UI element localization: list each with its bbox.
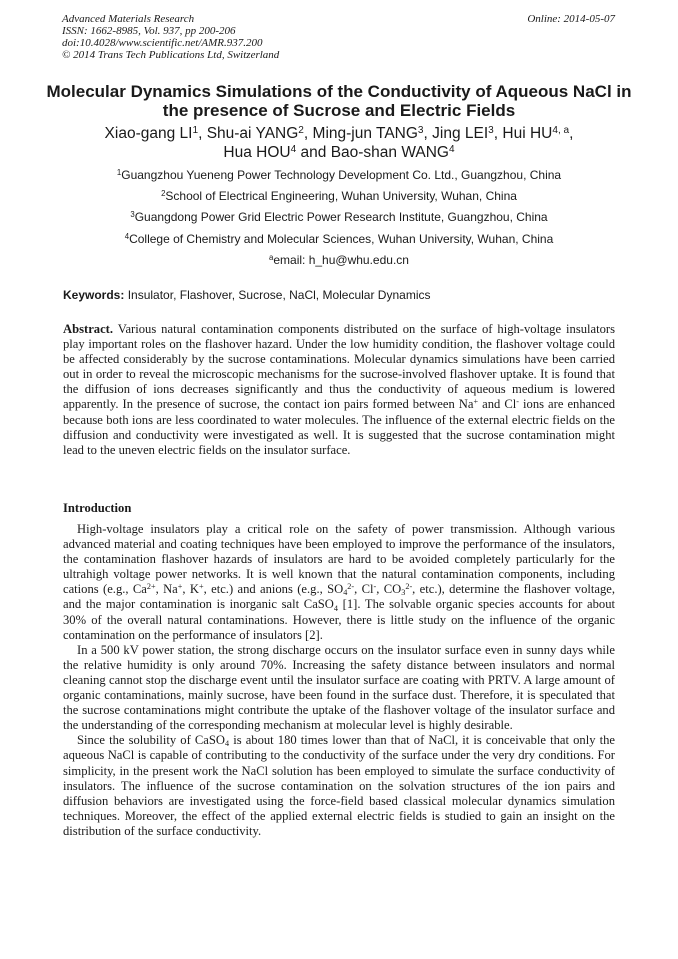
affiliation-1 [40, 168, 638, 182]
author-separator: , [198, 125, 203, 142]
author-name: Hui HU [502, 125, 553, 142]
author-name: Ming-jun TANG [312, 125, 418, 142]
title-line-1: Molecular Dynamics Simulations of the Conductivity of Aqueous NaCl in [46, 82, 632, 101]
author-sup: 3 [417, 124, 424, 136]
affiliation-text: School of Electrical Engineering, Wuhan University, Wuhan, China [165, 189, 517, 203]
subscript: 4 [224, 739, 230, 749]
author-name: Hua HOU [223, 144, 291, 161]
author-line-1 [40, 124, 638, 143]
author-sup: 3 [488, 124, 494, 136]
abstract-text: Various natural contamination components distributed on the surface of high-voltage insulators play important roles on the flashover hazard. Under the low humidity condition, the flashover voltage could be affected considerably by the sucrose contaminations. Molecular dynamics simulations have been carried out in order to reveal the microscopic mechanisms for the sucrose-involved flashover uptake. It is found that the diffusion of ions decreases significantly and thus the conductivity of aqueous medium is lowered apparently. In the presence of sucrose, the contact ion pairs formed between Na [63, 322, 615, 412]
author-line-2 [40, 143, 638, 162]
affiliation-text: Guangdong Power Grid Electric Power Research Institute, Guangzhou, China [134, 210, 548, 224]
affiliation-4 [40, 232, 638, 246]
paragraph-text: , Cl [354, 582, 374, 597]
paragraph-text: , etc.) and anions (e.g., SO [203, 582, 344, 597]
journal-doi: doi:10.4028/www.scientific.net/AMR.937.200 [62, 37, 263, 49]
subscript: 4 [343, 588, 348, 598]
affiliation-sup: 4 [124, 232, 130, 242]
paragraph-text: , K [182, 582, 199, 597]
author-list [40, 124, 638, 162]
author-separator: , [569, 125, 574, 142]
author-separator: , [303, 125, 309, 142]
author-sup: 4 [449, 143, 455, 155]
keywords-label: Keywords: [63, 288, 125, 302]
affiliation-2 [40, 189, 638, 203]
journal-header [62, 13, 279, 61]
ion-charge: + [473, 397, 479, 407]
author-separator: , [423, 125, 428, 142]
author-separator: and [300, 144, 327, 161]
keywords-text: Insulator, Flashover, Sucrose, NaCl, Molecular Dynamics [127, 288, 431, 302]
ion-charge: - [516, 397, 519, 407]
journal-name: Advanced Materials Research [62, 13, 195, 25]
journal-issn: ISSN: 1662-8985, Vol. 937, pp 200-206 [62, 25, 236, 37]
ion-charge: 2+ [146, 582, 156, 592]
ion-charge: 2- [347, 582, 355, 592]
paragraph: In a 500 kV power station, the strong discharge occurs on the insulator surface even in sunny days while the relative humidity is only around 70%. Increasing the safety distance between insulators and normal cleaning cannot stop the discharge event until the insulator surface are coating with PRTV. A large amount of organic contaminations, mainly sucrose, have been found in the surface dust. Therefore, it is speculated that the sucrose contaminations might contribute the uptake of the flashover voltage of the insulator surface and the understanding of the corresponding mechanism at molecular level is highly desirable. [63, 642, 615, 733]
author-name: Jing LEI [432, 125, 489, 142]
paragraph [63, 733, 615, 839]
subscript: 4 [333, 603, 338, 613]
author-sup: 1 [192, 124, 199, 136]
paragraph-text: , etc.), determine the flashover voltage, and the major contamination is inorganic salt CaSO [63, 582, 616, 612]
ion-charge: + [177, 582, 183, 592]
subscript: 3 [401, 588, 406, 598]
ion-charge: + [199, 582, 204, 592]
introduction-body [63, 522, 615, 839]
paragraph-text: [1]. The solvable organic species accounts for about 30% of the overall natural contaminations. However, there is little study on the influence of the organic contamination on the performance of insulators [2]. [63, 597, 616, 642]
author-sup: 4 [290, 143, 297, 155]
author-name: Shu-ai YANG [206, 125, 299, 142]
affiliation-text: email: h_hu@whu.edu.cn [273, 253, 409, 267]
ion-charge: - [373, 582, 377, 592]
affiliation-3 [40, 210, 638, 224]
keywords [63, 288, 623, 302]
abstract-text: ions are enhanced because both ions are less coordinated to water molecules. The influence of the external electric fields on the diffusion and conductivity were investigated as well. It is suggested that the sucrose contamination might lead to the uneven electric fields on the insulator surface. [63, 397, 616, 457]
abstract-label: Abstract. [63, 322, 114, 336]
paragraph [63, 522, 615, 643]
author-sup: 4, a [552, 124, 570, 136]
paragraph-text: High-voltage insulators play a critical role on the safety of power transmission. Although various advanced material and coating techniques have been employed to improve the performance of the insulators, the contamination flashover hazards of insulators are hard to be avoided completely particularly for the ultrahigh voltage power networks. It is well known that the natural contamination components, including cations (e.g., Ca [63, 522, 615, 597]
online-date: Online: 2014-05-07 [527, 13, 615, 25]
paper-title [40, 82, 638, 120]
affiliation-text: College of Chemistry and Molecular Sciences, Wuhan University, Wuhan, China [129, 232, 554, 246]
affiliation-sup: 1 [116, 168, 122, 178]
journal-copyright: © 2014 Trans Tech Publications Ltd, Switzerland [62, 49, 280, 61]
paragraph-text: is about 180 times lower than that of NaCl, it is conceivable that only the aqueous NaCl is capable of contributing to the conductivity of the surface under the very dry conditions. For simplicity, in the present work the NaCl solution has been employed to simulate the surface conductivity of insulators. The influence of the sucrose contamination on the solvation structures of the ion pairs and diffusion behaviors are investigated using the force-field based classical molecular dynamics simulation techniques. Moreover, the effect of the applied external electric fields is studied to gain an insight on the distribution of the surface conductivity. [63, 733, 615, 838]
abstract-text: and Cl [482, 397, 517, 412]
affiliation-text: Guangzhou Yueneng Power Technology Development Co. Ltd., Guangzhou, China [121, 168, 562, 182]
author-name: Xiao-gang LI [104, 125, 193, 142]
title-line-2: the presence of Sucrose and Electric Fields [162, 101, 516, 120]
ion-charge: 2- [405, 582, 413, 592]
author-separator: , [493, 125, 499, 142]
author-email [40, 253, 638, 267]
affiliation-sup: a [269, 253, 274, 263]
affiliation-sup: 3 [130, 210, 135, 220]
section-heading-introduction: Introduction [63, 501, 132, 515]
affiliation-sup: 2 [161, 189, 166, 199]
author-sup: 2 [298, 124, 304, 136]
abstract [63, 322, 615, 458]
paragraph-text: Since the solubility of CaSO [77, 733, 225, 748]
paragraph-text: , CO [376, 582, 402, 597]
author-name: Bao-shan WANG [330, 144, 449, 161]
paragraph-text: , Na [155, 582, 178, 597]
